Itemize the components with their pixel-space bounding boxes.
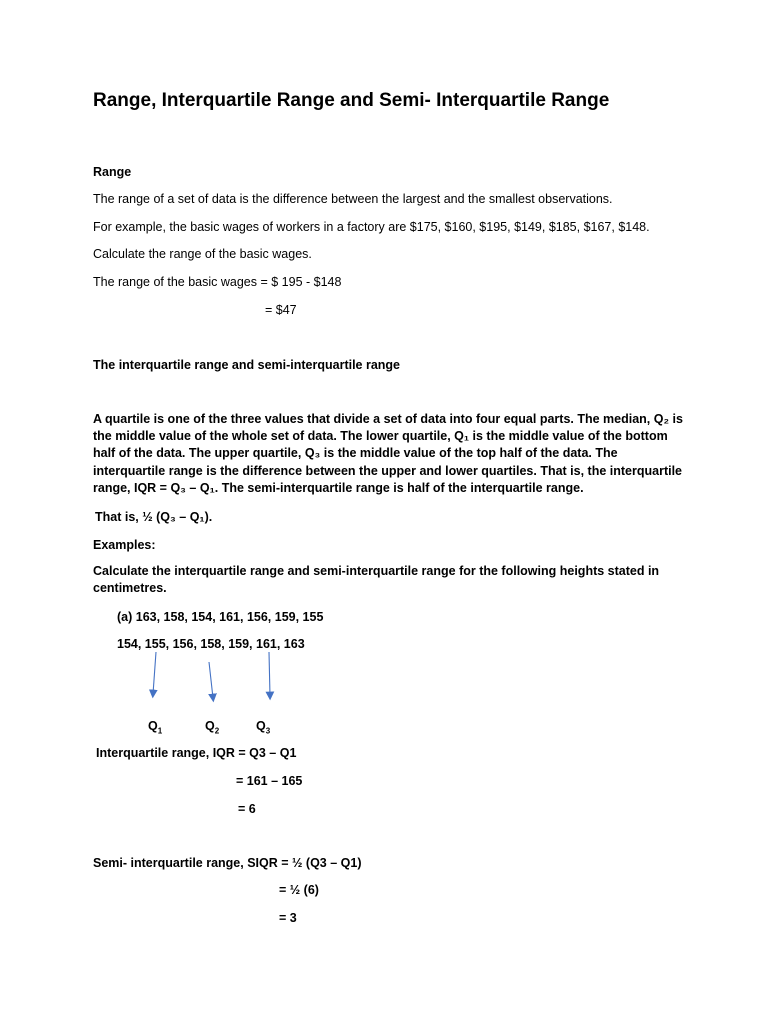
q2-label: $Q_2$ [205, 719, 220, 736]
siqr-calc-line-3: = 3 [279, 911, 297, 925]
examples-label: Examples: [93, 538, 156, 552]
q1-label: $Q_1$ [148, 719, 163, 736]
iqr-paragraph: A quartile is one of the three values that divide a set of data into four equal parts. The median, Q₂ is the middle value of the whole set of data. The lower quartile, Q₁ is the middle value of the bottom half of the data. The upper quartile, Q₃ is the middle value of the top half of the data. The interquartile range is the difference between the upper and lower quartiles. That is, the interquartile range, IQR = Q₃ – Q₁. The semi-interquartile range is half of the interquartile range. [93, 412, 683, 495]
range-calc-line-2: = $47 [265, 303, 297, 317]
that-is-line: That is, ½ (Q₃ – Q₁). [95, 510, 213, 524]
siqr-calc-line-1: Semi- interquartile range, SIQR = ½ (Q3 – Q1) [93, 856, 362, 870]
q3-label: $Q_3$ [256, 719, 271, 736]
range-example: For example, the basic wages of workers in a factory are $175, $160, $195, $149, $185, $167, $148. [93, 220, 650, 234]
iqr-calc-line-3: = 6 [238, 802, 256, 816]
arrow-q2 [209, 662, 213, 698]
examples-task: Calculate the interquartile range and semi-interquartile range for the following heights stated in centimetres. [93, 564, 660, 595]
example-a-data: (a) 163, 158, 154, 161, 156, 159, 155 [117, 610, 324, 624]
iqr-calc-line-2: = 161 – 165 [236, 774, 303, 788]
arrow-q3 [269, 652, 270, 696]
page-title: Range, Interquartile Range and Semi- Interquartile Range [93, 90, 610, 111]
sorted-data: 154, 155, 156, 158, 159, 161, 163 [117, 637, 305, 651]
iqr-calc-line-1: Interquartile range, IQR = Q3 – Q1 [96, 746, 297, 760]
range-heading: Range [93, 165, 132, 179]
range-calc-line-1: The range of the basic wages = $ 195 - $148 [93, 275, 342, 289]
arrow-q1 [153, 652, 156, 694]
range-definition: The range of a set of data is the difference between the largest and the smallest observations. [93, 192, 613, 206]
range-task: Calculate the range of the basic wages. [93, 247, 312, 261]
siqr-calc-line-2: = ½ (6) [279, 883, 319, 897]
iqr-heading: The interquartile range and semi-interquartile range [93, 358, 401, 372]
